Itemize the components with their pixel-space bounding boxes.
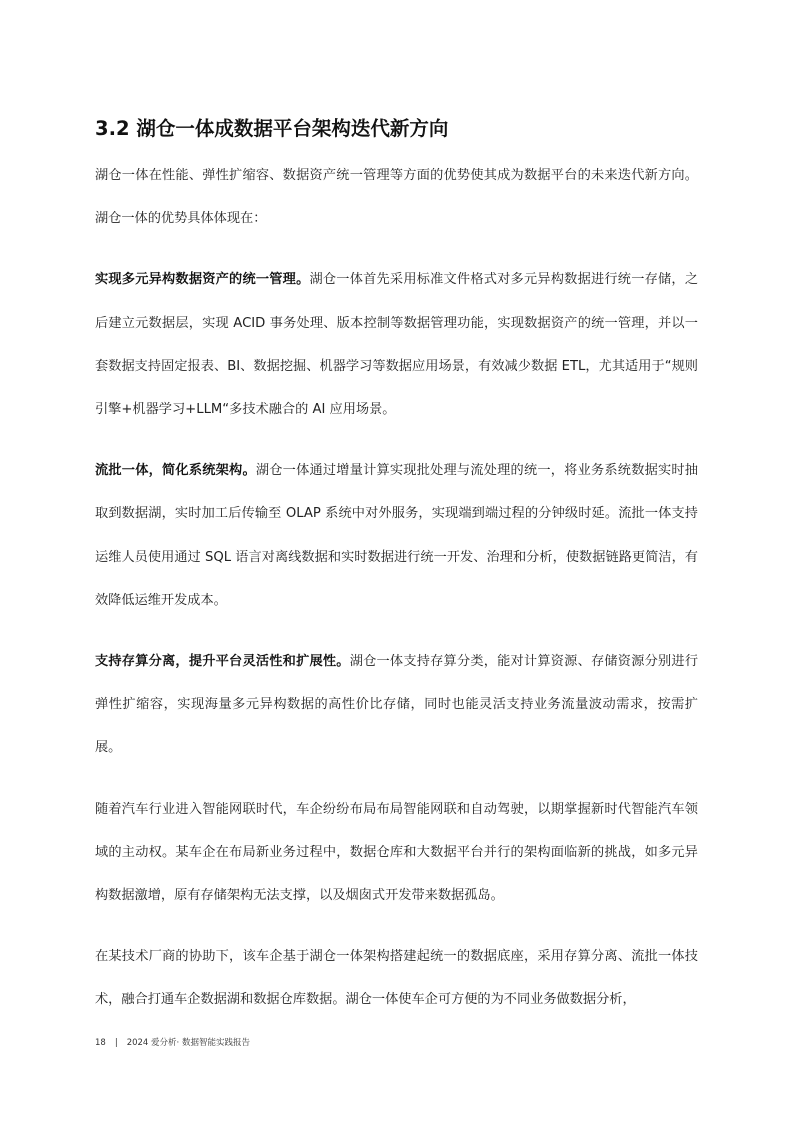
footer-separator: | <box>114 1038 118 1048</box>
page-footer <box>95 1036 250 1050</box>
paragraph-text: 湖仓一体首先采用标准文件格式对多元异构数据进行统一存储，之后建立元数据层，实现 ACID 事务处理、版本控制等数据管理功能，实现数据资产的统一管理，并以一套数据支持固定报表、BI、数据挖掘、机器学习等数据应用场景，有效减少数据 ETL，尤其适用于“规则引擎+机器学习+LLM“多技术融合的 AI 应用场景。 <box>95 272 699 418</box>
paragraph-lead: 实现多元异构数据资产的统一管理。 <box>95 272 310 288</box>
unified-management-paragraph <box>95 258 698 431</box>
paragraph-text: 在某技术厂商的协助下，该车企基于湖仓一体架构搭建起统一的数据底座，采用存算分离、流批一体技术，融合打通车企数据湖和数据仓库数据。湖仓一体使车企可方便的为不同业务做数据分析， <box>95 949 698 1008</box>
case-study-paragraph <box>95 935 698 1021</box>
page-number: 18 <box>95 1038 106 1048</box>
storage-compute-paragraph <box>95 640 698 770</box>
intro-paragraph <box>95 154 698 240</box>
stream-batch-paragraph <box>95 449 698 622</box>
paragraph-text: 湖仓一体在性能、弹性扩缩容、数据资产统一管理等方面的优势使其成为数据平台的未来迭代新方向。湖仓一体的优势具体体现在： <box>95 168 698 227</box>
paragraph-lead: 支持存算分离，提升平台灵活性和扩展性。 <box>95 654 350 670</box>
report-name: 2024 爱分析· 数据智能实践报告 <box>126 1038 250 1048</box>
paragraph-text: 湖仓一体支持存算分类，能对计算资源、存储资源分别进行弹性扩缩容，实现海量多元异构数据的高性价比存储，同时也能灵活支持业务流量波动需求，按需扩展。 <box>95 654 699 756</box>
article-body <box>95 154 698 1040</box>
page-title: 3.2 湖仓一体成数据平台架构迭代新方向 <box>95 117 449 141</box>
paragraph-lead: 流批一体，简化系统架构。 <box>95 463 256 479</box>
automotive-context-paragraph <box>95 788 698 918</box>
paragraph-text: 湖仓一体通过增量计算实现批处理与流处理的统一，将业务系统数据实时抽取到数据湖，实时加工后传输至 OLAP 系统中对外服务，实现端到端过程的分钟级时延。流批一体支持运维人员使用通过 SQL 语言对离线数据和实时数据进行统一开发、治理和分析，使数据链路更简洁，有效降低运维开发成本。 <box>95 463 698 608</box>
paragraph-text: 随着汽车行业进入智能网联时代，车企纷纷布局布局智能网联和自动驾驶，以期掌握新时代智能汽车领域的主动权。某车企在布局新业务过程中，数据仓库和大数据平台并行的架构面临新的挑战，如多元异构数据激增，原有存储架构无法支撑，以及烟囱式开发带来数据孤岛。 <box>95 801 698 904</box>
